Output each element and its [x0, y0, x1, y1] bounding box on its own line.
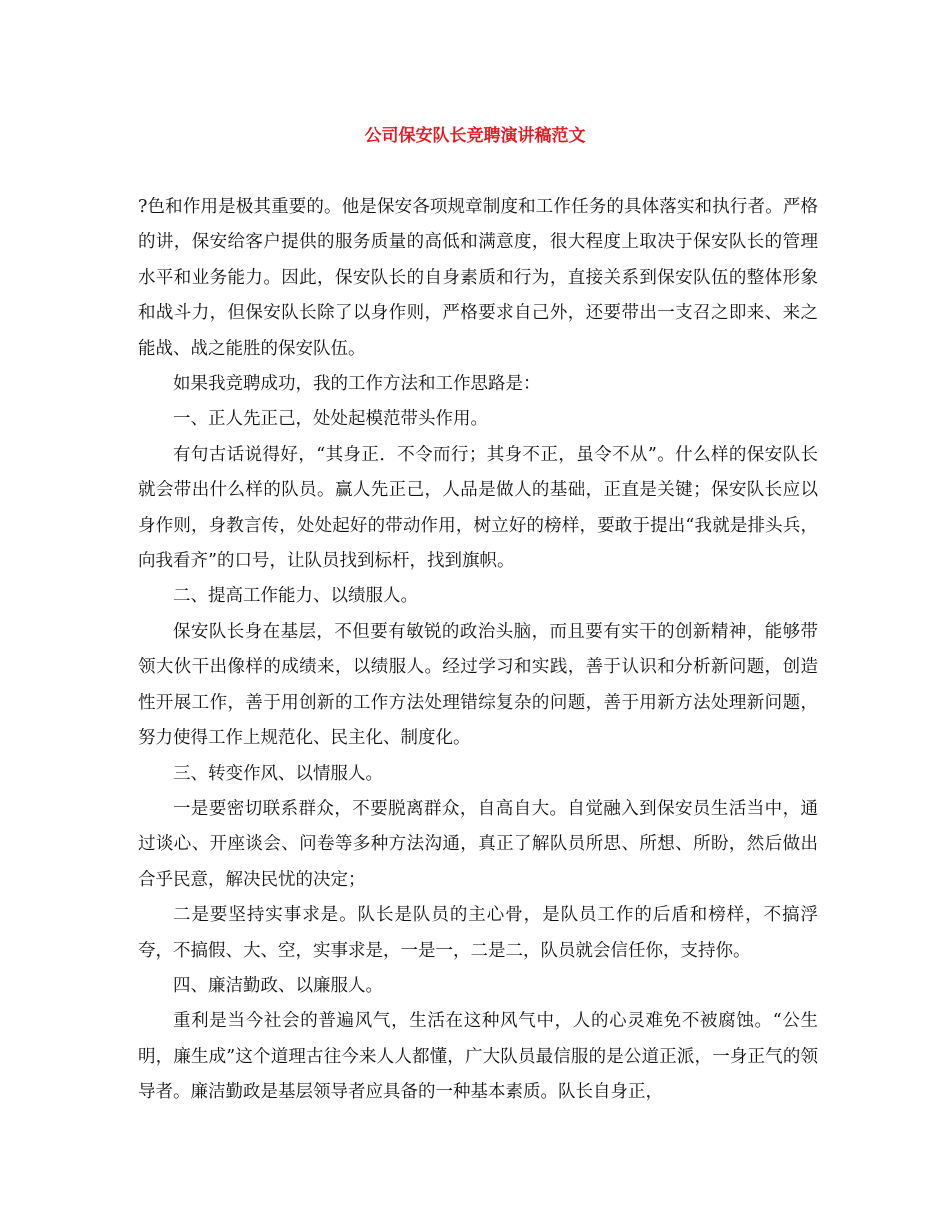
paragraph: 如果我竞聘成功，我的工作方法和工作思路是：	[173, 374, 541, 395]
paragraph: ?色和作用是极其重要的。他是保安各项规章制度和工作任务的具体落实和执行者。严格的讲，保安给客户提供的服务质量的高低和满意度，很大程度上取决于保安队长的管理水平和业务能力。因此，保安队长的自身素质和行为，直接关系到保安队伍的整体形象和战斗力，但保安队长除了以身作则，严格要求自己外，还要带出一支召之即来、来之能战、战之能胜的保安队伍。	[138, 197, 818, 359]
section-heading: 四、廉洁勤政、以廉服人。	[173, 975, 383, 996]
section-heading: 二、提高工作能力、以绩服人。	[173, 586, 418, 607]
section-heading: 一、正人先正己，处处起模范带头作用。	[173, 409, 488, 430]
document-body	[138, 190, 818, 1111]
paragraph: 二是要坚持实事求是。队长是队员的主心骨，是队员工作的后盾和榜样，不搞浮夸，不搞假、大、空，实事求是，一是一，二是二，队员就会信任你，支持你。	[138, 905, 818, 961]
document-title: 公司保安队长竞聘演讲稿范文	[364, 126, 586, 146]
paragraph: 有句古话说得好，“其身正．不令而行；其身不正，虽令不从”。什么样的保安队长就会带出什么样的队员。赢人先正己，人品是做人的基础，正直是关键；保安队长应以身作则，身教言传，处处起好的带动作用，树立好的榜样，要敢于提出“我就是排头兵，向我看齐”的口号，让队员找到标杆，找到旗帜。	[138, 444, 818, 572]
paragraph: 重利是当今社会的普遍风气，生活在这种风气中，人的心灵难免不被腐蚀。“公生明，廉生成”这个道理古往今来人人都懂，广大队员最信服的是公道正派，一身正气的领导者。廉洁勤政是基层领导者应具备的一种基本素质。队长自身正，	[138, 1011, 818, 1103]
paragraph: 一是要密切联系群众，不要脱离群众，自高自大。自觉融入到保安员生活当中，通过谈心、开座谈会、问卷等多种方法沟通，真正了解队员所思、所想、所盼，然后做出合乎民意，解决民忧的决定；	[138, 798, 818, 890]
section-heading: 三、转变作风、以情服人。	[173, 763, 383, 784]
paragraph: 保安队长身在基层，不但要有敏锐的政治头脑，而且要有实干的创新精神，能够带领大伙干出像样的成绩来，以绩服人。经过学习和实践，善于认识和分析新问题，创造性开展工作，善于用创新的工作方法处理错综复杂的问题，善于用新方法处理新问题，努力使得工作上规范化、民主化、制度化。	[138, 621, 818, 749]
